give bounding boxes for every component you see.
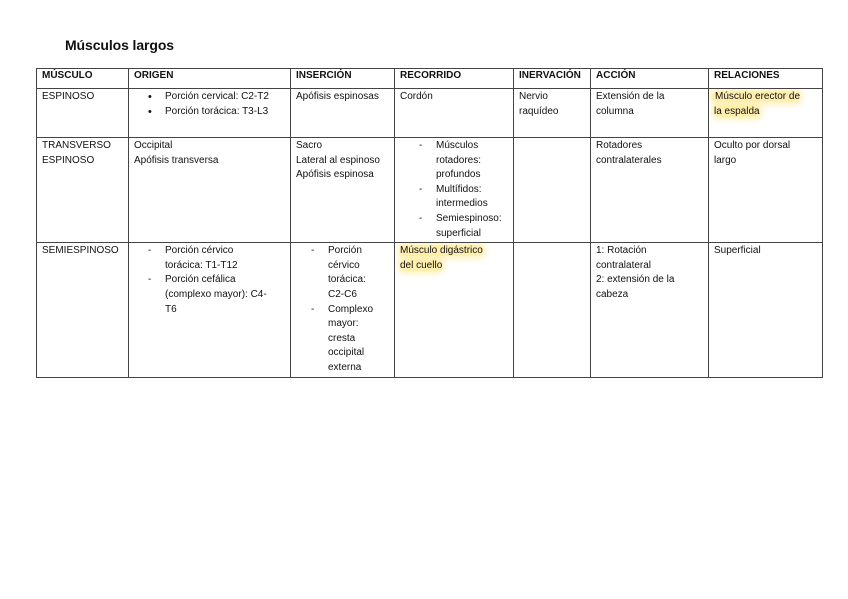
cell-text: Lateral al espinoso — [296, 154, 380, 166]
highlighted-text — [400, 259, 509, 274]
bullet-list — [296, 244, 390, 375]
cell-relaciones — [709, 89, 823, 138]
cell-text: Oculto por dorsal — [714, 140, 791, 151]
cell-musculo — [37, 138, 129, 243]
header-insercion: INSERCIÓN — [291, 69, 395, 89]
cell-relaciones — [709, 138, 823, 243]
muscle-table — [36, 68, 823, 378]
list-item: - Porción cérvico torácica: C2-C6 — [296, 244, 380, 302]
cell-inervacion — [514, 138, 591, 243]
table-row — [37, 243, 823, 377]
cell-text: 1: Rotación — [596, 245, 647, 257]
highlight-mark: del cuello — [400, 259, 443, 271]
list-item: - Porción cérvico torácica: T1-T12 — [134, 244, 268, 273]
cell-musculo — [37, 243, 129, 377]
highlight-mark: la espalda — [714, 105, 760, 117]
list-item: - Complexo mayor: cresta occipital externa — [296, 303, 380, 376]
cell-accion — [591, 138, 709, 243]
header-musculo: MÚSCULO — [37, 69, 129, 89]
cell-text: Apófisis espinosa — [296, 169, 374, 181]
list-item: • Porción torácica: T3-L3 — [134, 105, 286, 120]
cell-text: 2: extensión de la — [596, 274, 675, 286]
list-item: - Semiespinoso: superficial — [400, 212, 509, 241]
cell-text: columna — [596, 105, 634, 117]
bullet-list — [134, 244, 286, 317]
list-item: - Porción cefálica (complexo mayor): C4-T6 — [134, 273, 268, 317]
highlighted-text — [712, 90, 818, 105]
cell-recorrido — [395, 138, 514, 243]
highlighted-text — [400, 244, 509, 259]
highlight-mark: Músculo erector de — [712, 91, 800, 102]
header-origen: ORIGEN — [129, 69, 291, 89]
cell-recorrido — [395, 89, 514, 138]
cell-origen — [129, 138, 291, 243]
cell-text: SEMIESPINOSO — [42, 245, 119, 257]
list-item: - Músculos rotadores: profundos — [400, 139, 509, 183]
cell-text: Nervio — [519, 91, 548, 102]
cell-musculo — [37, 89, 129, 138]
cell-text: Apófisis transversa — [134, 154, 219, 166]
header-recorrido: RECORRIDO — [395, 69, 514, 89]
cell-text: Apófisis espinosas — [296, 91, 379, 102]
cell-text: Rotadores — [596, 140, 643, 151]
cell-text: largo — [714, 154, 737, 166]
header-accion: ACCIÓN — [591, 69, 709, 89]
highlighted-text — [714, 105, 818, 120]
cell-inervacion — [514, 243, 591, 377]
highlight-mark: Músculo digástrico — [400, 245, 483, 257]
cell-text: Occipital — [134, 140, 173, 151]
cell-accion — [591, 89, 709, 138]
cell-text: Extensión de la — [596, 91, 665, 102]
cell-text: ESPINOSO — [42, 154, 95, 166]
cell-text: ESPINOSO — [42, 91, 95, 102]
table-row — [37, 138, 823, 243]
cell-text: TRANSVERSO — [42, 140, 111, 151]
cell-origen — [129, 243, 291, 377]
cell-text: raquídeo — [519, 105, 559, 117]
bullet-list — [400, 139, 509, 241]
list-item: - Multífidos: intermedios — [400, 183, 509, 212]
page-title: Músculos largos — [65, 37, 174, 53]
header-inervacion: INERVACIÓN — [514, 69, 591, 89]
cell-relaciones — [709, 243, 823, 377]
cell-origen — [129, 89, 291, 138]
cell-insercion — [291, 243, 395, 377]
cell-text: cabeza — [596, 288, 629, 300]
cell-text: contralaterales — [596, 154, 662, 166]
cell-text: Superficial — [714, 245, 761, 257]
table-row — [37, 89, 823, 138]
list-item: • Porción cervical: C2-T2 — [134, 90, 286, 105]
header-relaciones: RELACIONES — [709, 69, 823, 89]
cell-text: contralateral — [596, 259, 652, 271]
cell-accion — [591, 243, 709, 377]
cell-recorrido — [395, 243, 514, 377]
cell-insercion — [291, 89, 395, 138]
cell-inervacion — [514, 89, 591, 138]
bullet-list — [134, 90, 286, 119]
table-header-row — [37, 69, 823, 89]
cell-text: Sacro — [296, 140, 323, 151]
cell-insercion — [291, 138, 395, 243]
cell-text: Cordón — [400, 91, 433, 102]
